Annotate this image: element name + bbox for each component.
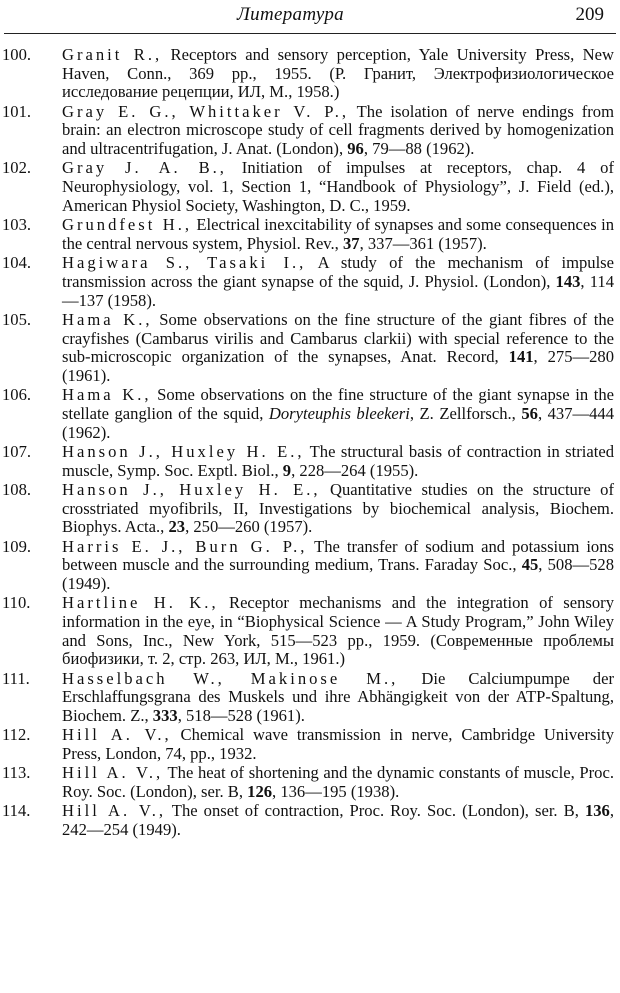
reference-details: Some observations on the fine structure of the giant fibres of the crayfishes (Cambarus virilis and Cambarus clarkii) with special reference to the sub-microscopic organization of the synapses, Anat. Record, xyxy=(62,309,614,367)
reference-list xyxy=(0,46,620,840)
reference-text xyxy=(62,594,614,669)
reference-volume: 37 xyxy=(342,233,360,253)
reference-volume: 333 xyxy=(152,706,178,726)
reference-number: 110. xyxy=(2,593,31,613)
reference-entry xyxy=(0,594,620,669)
reference-pages: , 228—264 (1955). xyxy=(291,460,419,480)
reference-species: Doryteuphis bleekeri xyxy=(268,403,410,423)
reference-text xyxy=(62,670,614,726)
reference-volume: 136 xyxy=(584,801,610,821)
reference-volume: 143 xyxy=(555,271,581,291)
reference-text xyxy=(62,46,614,102)
reference-authors: Hama K., xyxy=(62,385,152,405)
reference-entry xyxy=(0,726,620,763)
reference-authors: Granit R., xyxy=(62,45,163,64)
reference-entry xyxy=(0,670,620,726)
reference-text xyxy=(62,103,614,159)
reference-volume: 9 xyxy=(282,460,292,480)
reference-authors: Hagiwara S., Tasaki I., xyxy=(62,253,307,273)
reference-pages: , 114—137 (1958). xyxy=(62,271,614,310)
reference-authors: Hasselbach W., Makinose M., xyxy=(62,668,399,688)
reference-text xyxy=(62,538,614,594)
reference-number: 100. xyxy=(2,45,32,64)
reference-details: Quantitative studies on the structure of crosstriated myofibrils, II, Investigations by biochemical analysis, Biochem. Biophys. Acta., xyxy=(62,479,614,537)
reference-number: 101. xyxy=(2,101,32,121)
reference-details: A study of the mechanism of impulse transmission across the giant synapse of the squid, J. Physiol. (London), xyxy=(62,253,615,291)
reference-details: Receptor mechanisms and the integration of sensory information in the eye, in “Biophysical Science — A Study Program,” John Wiley and Sons, Inc., New York, 515—523 pp., 1959. (Современные проблемы биофизики, т. 2, стр. 263, ИЛ, М., 1961.) xyxy=(62,593,614,669)
reference-authors: Hill A. V., xyxy=(62,763,164,783)
reference-details: Receptors and sensory perception, Yale University Press, New Haven, Conn., 369 pp., 1955. (Р. Гранит, Электрофизиологическое исследование рецепции, ИЛ, М., 1958.) xyxy=(62,45,614,102)
running-title: Литература xyxy=(237,4,344,25)
reference-number: 106. xyxy=(2,385,32,405)
reference-text xyxy=(62,443,614,480)
reference-number: 103. xyxy=(2,215,32,235)
reference-text xyxy=(62,764,614,801)
reference-details: Electrical inexcitability of synapses and some consequences in the central nervous system, Physiol. Rev., xyxy=(62,215,614,253)
reference-details: The onset of contraction, Proc. Roy. Soc. (London), ser. B, xyxy=(166,801,585,821)
reference-volume: 23 xyxy=(168,517,186,537)
reference-details: The structural basis of contraction in striated muscle, Symp. Soc. Exptl. Biol., xyxy=(62,441,614,480)
reference-entry xyxy=(0,311,620,386)
reference-text xyxy=(62,311,614,386)
reference-volume: 56 xyxy=(521,403,538,423)
reference-number: 107. xyxy=(2,441,32,461)
reference-authors: Hartline H. K., xyxy=(62,593,219,613)
reference-entry xyxy=(0,802,620,839)
reference-text xyxy=(62,386,614,442)
reference-number: 111. xyxy=(2,668,30,688)
reference-authors: Hill A. V., xyxy=(62,725,172,745)
reference-entry xyxy=(0,46,620,102)
reference-authors: Hama K., xyxy=(62,309,153,329)
reference-pages: , 337—361 (1957). xyxy=(359,233,487,253)
reference-entry xyxy=(0,254,620,310)
reference-pages: , 275—280 (1961). xyxy=(62,347,614,385)
reference-authors: Hanson J., Huxley H. E., xyxy=(62,441,305,461)
reference-volume: 96 xyxy=(347,139,364,159)
reference-details: Some observations on the fine structure of the giant synapse in the stellate ganglion of the squid, xyxy=(62,385,614,423)
reference-volume: 45 xyxy=(521,555,539,575)
reference-number: 104. xyxy=(2,253,32,273)
reference-volume: 141 xyxy=(508,347,534,367)
reference-entry xyxy=(0,538,620,594)
page-number: 209 xyxy=(575,4,604,25)
reference-pages: , 518—528 (1961). xyxy=(177,706,305,726)
reference-details: The transfer of sodium and potassium ions between muscle and the surrounding medium, Trans. Faraday Soc., xyxy=(62,536,614,575)
reference-number: 113. xyxy=(2,763,31,783)
reference-pages: , 508—528 (1949). xyxy=(62,555,614,594)
reference-authors: Gray J. A. B., xyxy=(62,158,227,178)
reference-text xyxy=(62,481,614,537)
reference-pages: , 437—444 (1962). xyxy=(62,403,614,442)
reference-details: The heat of shortening and the dynamic constants of muscle, Proc. Roy. Soc. (London), ser. B, xyxy=(62,763,614,802)
reference-authors: Hill A. V., xyxy=(62,801,167,821)
reference-entry xyxy=(0,386,620,442)
reference-pages: , 136—195 (1938). xyxy=(272,782,400,802)
reference-text xyxy=(62,726,614,763)
reference-text xyxy=(62,254,614,310)
header-rule xyxy=(4,33,616,34)
reference-entry xyxy=(0,103,620,159)
reference-entry xyxy=(0,159,620,215)
reference-number: 109. xyxy=(2,536,32,556)
reference-volume: 126 xyxy=(247,782,273,802)
reference-text xyxy=(62,159,614,215)
reference-details: Die Calciumpumpe der Erschlaffungsgrana des Muskels und ihre Abhängigkeit von der ATP-Spaltung, Biochem. Z., xyxy=(62,668,614,726)
reference-number: 108. xyxy=(2,479,32,499)
running-header xyxy=(0,0,620,36)
reference-number: 112. xyxy=(2,725,31,745)
reference-pages: , 242—254 (1949). xyxy=(62,801,614,840)
reference-entry xyxy=(0,481,620,537)
reference-details: Initiation of impulses at receptors, chap. 4 of Neurophysiology, vol. 1, Section 1, “Handbook of Physiology”, J. Field (ed.), American Physiol Society, Washington, D. C., 1959. xyxy=(62,158,614,215)
reference-details: The isolation of nerve endings from brain: an electron microscope study of cell fragments derived by homogenization and ultracentrifugation, J. Anat. (London), xyxy=(62,101,615,159)
reference-entry xyxy=(0,216,620,253)
reference-number: 102. xyxy=(2,158,32,178)
reference-entry xyxy=(0,764,620,801)
reference-details: Chemical wave transmission in nerve, Cambridge University Press, London, 74, pp., 1932. xyxy=(62,725,614,764)
reference-authors: Grundfest H., xyxy=(62,215,193,235)
reference-pages: , 79—88 (1962). xyxy=(363,139,475,159)
reference-journal: , Z. Zellforsch., xyxy=(409,403,522,423)
reference-authors: Harris E. J., Burn G. P., xyxy=(62,536,308,556)
reference-authors: Gray E. G., Whittaker V. P., xyxy=(62,101,349,121)
reference-pages: , 250—260 (1957). xyxy=(185,517,313,537)
reference-text xyxy=(62,802,614,839)
reference-number: 105. xyxy=(2,309,32,329)
reference-entry xyxy=(0,443,620,480)
reference-authors: Hanson J., Huxley H. E., xyxy=(62,479,321,499)
reference-number: 114. xyxy=(2,801,31,821)
reference-text xyxy=(62,216,614,253)
